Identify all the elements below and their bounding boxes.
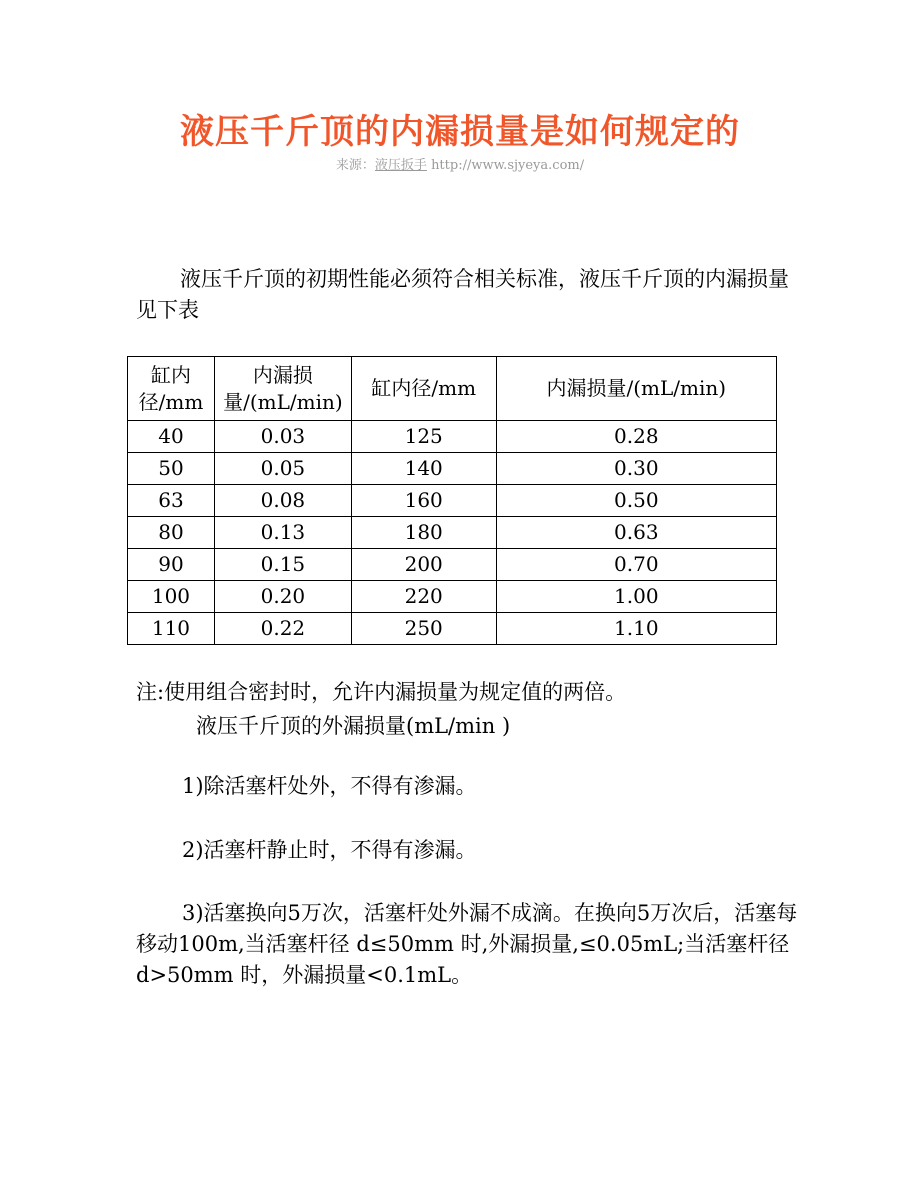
table-cell: 90 [128, 549, 215, 581]
requirement-item-2: 2)活塞杆静止时，不得有渗漏。 [182, 838, 477, 862]
table-row [128, 485, 777, 517]
intro-paragraph: 液压千斤顶的初期性能必须符合相关标准，液压千斤顶的内漏损量见下表 [136, 267, 789, 322]
table-cell: 0.70 [496, 549, 776, 581]
table-cell: 140 [351, 453, 496, 485]
header-inner-leakage: 内漏损量/(mL/min) [214, 357, 351, 421]
source-prefix: 来源： [335, 158, 375, 173]
table-cell: 63 [128, 485, 215, 517]
header-bore-diameter: 缸内径/mm [128, 357, 215, 421]
note-paragraph: 注:使用组合密封时，允许内漏损量为规定值的两倍。 [136, 680, 627, 704]
requirement-item-3: 3)活塞换向5万次，活塞杆处外漏不成滴。在换向5万次后，活塞每移动100m,当活塞杆径 d≤50mm 时,外漏损量,≤0.05mL;当活塞杆径 d>50mm 时，外漏损量<0.1mL。 [136, 901, 798, 987]
table-row [128, 517, 777, 549]
table-cell: 250 [351, 613, 496, 645]
table-cell: 80 [128, 517, 215, 549]
table-cell: 0.05 [214, 453, 351, 485]
table-cell: 100 [128, 581, 215, 613]
table-cell: 110 [128, 613, 215, 645]
table-cell: 0.08 [214, 485, 351, 517]
table-cell: 0.22 [214, 613, 351, 645]
header-bore-diameter: 缸内径/mm [351, 357, 496, 421]
table-cell: 180 [351, 517, 496, 549]
source-link[interactable]: 液压扳手 [374, 158, 427, 173]
table-header-row [128, 357, 777, 421]
header-inner-leakage: 内漏损量/(mL/min) [496, 357, 776, 421]
table-cell: 1.10 [496, 613, 776, 645]
table-cell: 125 [351, 421, 496, 453]
table-row [128, 581, 777, 613]
table-cell: 220 [351, 581, 496, 613]
page-title: 液压千斤顶的内漏损量是如何规定的 [180, 112, 740, 152]
table-cell: 1.00 [496, 581, 776, 613]
table-row [128, 549, 777, 581]
inner-leak-table [127, 356, 777, 645]
table-cell: 160 [351, 485, 496, 517]
source-url[interactable]: http://www.sjyeya.com/ [431, 158, 585, 173]
table-cell: 40 [128, 421, 215, 453]
table-row [128, 421, 777, 453]
table-row [128, 613, 777, 645]
requirement-item-1: 1)除活塞杆处外，不得有渗漏。 [182, 774, 477, 798]
table-row [128, 453, 777, 485]
outer-leak-heading: 液压千斤顶的外漏损量(mL/min ) [196, 714, 511, 738]
table-cell: 0.28 [496, 421, 776, 453]
source-line [0, 156, 920, 176]
table-cell: 0.03 [214, 421, 351, 453]
table-cell: 0.20 [214, 581, 351, 613]
table-cell: 0.13 [214, 517, 351, 549]
table-cell: 0.15 [214, 549, 351, 581]
table-cell: 0.30 [496, 453, 776, 485]
table-cell: 0.63 [496, 517, 776, 549]
table-cell: 50 [128, 453, 215, 485]
table-cell: 200 [351, 549, 496, 581]
table-cell: 0.50 [496, 485, 776, 517]
